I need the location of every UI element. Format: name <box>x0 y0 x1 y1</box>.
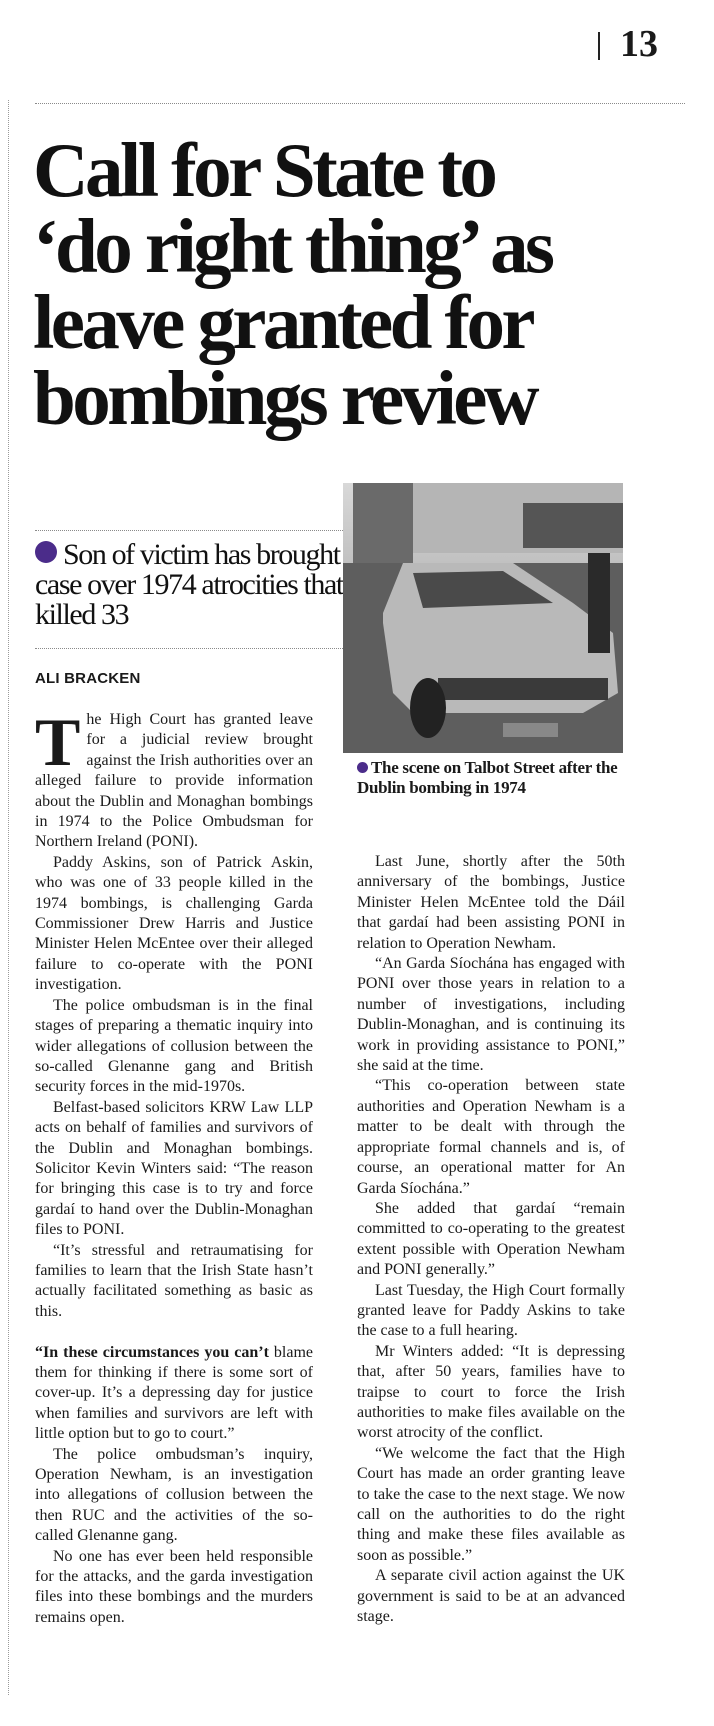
headline-line: leave granted for <box>33 279 533 365</box>
paragraph: “An Garda Síochána has engaged with PONI over those years in relation to a number of investigations, including Dublin-Monaghan, and is continuing its work in providing assistance to PONI,” she said at the time. <box>357 955 625 1075</box>
drop-cap: T <box>35 704 81 780</box>
paragraph: Paddy Askins, son of Patrick Askin, who was one of 33 people killed in the 1974 bombings, is challenging Garda Commissioner Drew Harris and Justice Minister Helen McEntee over their alleged failure to co-operate with the PONI investigation. <box>35 853 313 994</box>
paragraph-text: blame them for thinking if there is some sort of cover-up. It’s a depressing day for justice when families and survivors are left with little option but to go to court.” <box>35 1343 313 1443</box>
paragraph: The police ombudsman is in the final stages of preparing a thematic inquiry into wider allegations of collusion between the so-called Glenanne gang and British security forces in the mid-1970s. <box>35 996 313 1096</box>
paragraph: “This co-operation between state authorities and Operation Newham is a matter to be dealt with through the appropriate formal channels and is, of course, an operational matter for An Garda Síochána.” <box>357 1077 625 1197</box>
standfirst-divider <box>35 530 345 531</box>
headline-line: bombings review <box>33 355 536 441</box>
caption-text: The scene on Talbot Street after the Dublin bombing in 1974 <box>357 758 618 797</box>
paragraph: “We welcome the fact that the High Court has made an order granting leave to take the case to the next stage. We now call on the authorities to do the right thing and make these files available as soon as possible.” <box>357 1444 625 1564</box>
headline-line: ‘do right thing’ as <box>33 203 552 289</box>
page-number-bar <box>598 32 600 60</box>
paragraph: Last Tuesday, the High Court formally granted leave for Paddy Askins to take the case to a full hearing. <box>357 1281 625 1340</box>
bold-lead: “In these circumstances you can’t <box>35 1343 269 1361</box>
standfirst <box>35 540 355 630</box>
article-column-right <box>357 852 625 1627</box>
paragraph: Last June, shortly after the 50th anniversary of the bombings, Justice Minister Helen McEntee told the Dáil that gardaí had been assisting PONI in relation to Operation Newham. <box>357 853 625 952</box>
top-divider <box>35 103 685 104</box>
article-column-left <box>35 704 313 1628</box>
bombing-scene-photo <box>343 483 623 753</box>
headline-line: Call for State to <box>33 127 495 213</box>
bullet-icon <box>35 541 57 563</box>
headline <box>33 127 713 441</box>
paragraph: No one has ever been held responsible for the attacks, and the garda investigation files into these bombings and the murders remains open. <box>35 1547 313 1626</box>
paragraph: She added that gardaí “remain committed to co-operating to the greatest extent possible with Operation Newham and PONI generally.” <box>357 1199 625 1279</box>
paragraph: Mr Winters added: “It is depressing that, after 50 years, families have to traipse to court to force the Irish authorities to make files available on the worst atrocity of the conflict. <box>357 1342 625 1442</box>
news-photo <box>343 483 623 753</box>
byline: ALI BRACKEN <box>35 670 141 687</box>
paragraph: Belfast-based solicitors KRW Law LLP acts on behalf of families and survivors of the Dublin and Monaghan bombings. Solicitor Kevin Winters said: “The reason for bringing this case is to try and force gardaí to hand over the Dublin-Monaghan files to PONI. <box>35 1098 313 1239</box>
column-divider <box>8 100 9 1695</box>
standfirst-divider <box>35 648 345 649</box>
paragraph: “It’s stressful and retraumatising for families to learn that the Irish State hasn’t actually facilitated something as basic as this. <box>35 1241 313 1320</box>
bullet-icon <box>357 762 368 773</box>
paragraph: The police ombudsman’s inquiry, Operation Newham, is an investigation into allegations of collusion between the then RUC and the activities of the so-called Glenanne gang. <box>35 1445 313 1545</box>
paragraph: he High Court has granted leave for a judicial review brought against the Irish authorities over an alleged failure to provide information about the Dublin and Monaghan bombings in 1974 to the Police Ombudsman for Northern Ireland (PONI). <box>35 711 313 851</box>
photo-caption <box>357 758 637 798</box>
standfirst-text: Son of victim has brought case over 1974 atrocities that killed 33 <box>35 538 343 631</box>
paragraph: A separate civil action against the UK government is said to be at an advanced stage. <box>357 1567 625 1626</box>
page-number: 13 <box>620 23 658 65</box>
paragraph <box>35 1343 313 1445</box>
